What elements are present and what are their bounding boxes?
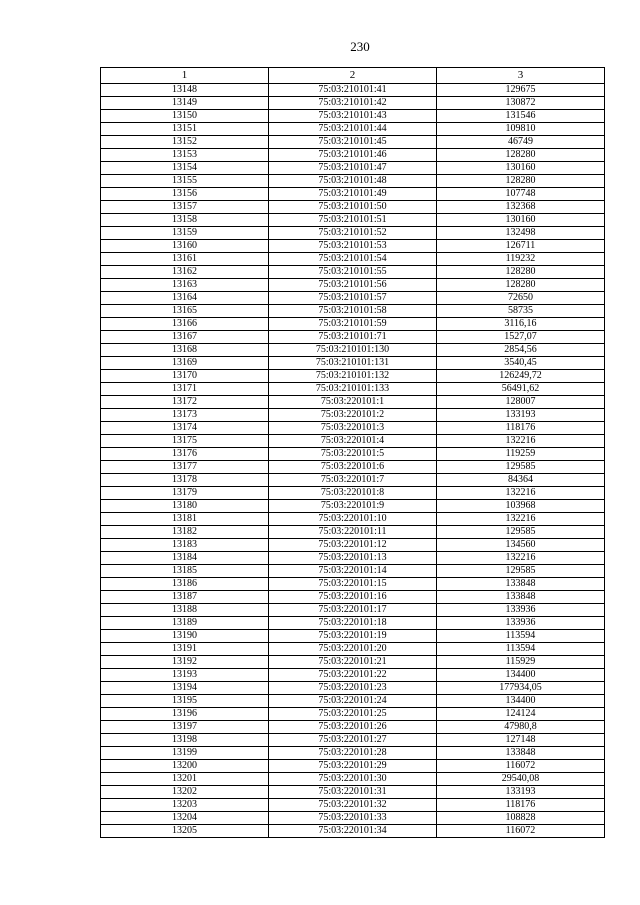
row-number-cell: 13157	[101, 201, 269, 214]
value-cell: 134400	[437, 669, 605, 682]
value-cell: 47980,8	[437, 721, 605, 734]
table-row	[101, 97, 605, 110]
cadastral-number-cell: 75:03:220101:24	[269, 695, 437, 708]
value-cell: 124124	[437, 708, 605, 721]
row-number-cell: 13163	[101, 279, 269, 292]
cadastral-number-cell: 75:03:210101:71	[269, 331, 437, 344]
value-cell: 3116,16	[437, 318, 605, 331]
table-row	[101, 617, 605, 630]
table-row	[101, 110, 605, 123]
table-row	[101, 253, 605, 266]
cadastral-number-cell: 75:03:210101:45	[269, 136, 437, 149]
row-number-cell: 13159	[101, 227, 269, 240]
row-number-cell: 13156	[101, 188, 269, 201]
cadastral-number-cell: 75:03:210101:133	[269, 383, 437, 396]
value-cell: 133848	[437, 591, 605, 604]
row-number-cell: 13169	[101, 357, 269, 370]
cadastral-number-cell: 75:03:210101:43	[269, 110, 437, 123]
table-row	[101, 721, 605, 734]
value-cell: 109810	[437, 123, 605, 136]
cadastral-number-cell: 75:03:220101:7	[269, 474, 437, 487]
value-cell: 115929	[437, 656, 605, 669]
cadastral-number-cell: 75:03:220101:33	[269, 812, 437, 825]
table-row	[101, 656, 605, 669]
row-number-cell: 13204	[101, 812, 269, 825]
table-row	[101, 227, 605, 240]
cadastral-number-cell: 75:03:220101:32	[269, 799, 437, 812]
cadastral-number-cell: 75:03:220101:17	[269, 604, 437, 617]
table-row	[101, 305, 605, 318]
table-row	[101, 682, 605, 695]
table-row	[101, 734, 605, 747]
row-number-cell: 13199	[101, 747, 269, 760]
cadastral-number-cell: 75:03:210101:50	[269, 201, 437, 214]
value-cell: 3540,45	[437, 357, 605, 370]
value-cell: 113594	[437, 630, 605, 643]
table-row	[101, 630, 605, 643]
cadastral-number-cell: 75:03:220101:5	[269, 448, 437, 461]
column-header-1: 1	[101, 68, 269, 84]
table-row	[101, 201, 605, 214]
table-row	[101, 786, 605, 799]
value-cell: 132368	[437, 201, 605, 214]
value-cell: 126711	[437, 240, 605, 253]
table-row	[101, 214, 605, 227]
table-row	[101, 773, 605, 786]
value-cell: 113594	[437, 643, 605, 656]
table-row	[101, 370, 605, 383]
value-cell: 46749	[437, 136, 605, 149]
value-cell: 72650	[437, 292, 605, 305]
row-number-cell: 13151	[101, 123, 269, 136]
row-number-cell: 13194	[101, 682, 269, 695]
value-cell: 133848	[437, 747, 605, 760]
table-row	[101, 279, 605, 292]
table-row	[101, 383, 605, 396]
cadastral-number-cell: 75:03:210101:52	[269, 227, 437, 240]
row-number-cell: 13177	[101, 461, 269, 474]
value-cell: 118176	[437, 799, 605, 812]
table-row	[101, 760, 605, 773]
cadastral-number-cell: 75:03:220101:25	[269, 708, 437, 721]
table-row	[101, 461, 605, 474]
cadastral-number-cell: 75:03:210101:49	[269, 188, 437, 201]
cadastral-number-cell: 75:03:220101:22	[269, 669, 437, 682]
cadastral-number-cell: 75:03:210101:59	[269, 318, 437, 331]
row-number-cell: 13162	[101, 266, 269, 279]
row-number-cell: 13160	[101, 240, 269, 253]
cadastral-number-cell: 75:03:210101:42	[269, 97, 437, 110]
table-row	[101, 422, 605, 435]
cadastral-number-cell: 75:03:210101:47	[269, 162, 437, 175]
cadastral-number-cell: 75:03:220101:18	[269, 617, 437, 630]
table-row	[101, 292, 605, 305]
table-row	[101, 396, 605, 409]
cadastral-number-cell: 75:03:220101:29	[269, 760, 437, 773]
table-row	[101, 123, 605, 136]
cadastral-number-cell: 75:03:220101:4	[269, 435, 437, 448]
value-cell: 134400	[437, 695, 605, 708]
value-cell: 129585	[437, 565, 605, 578]
row-number-cell: 13183	[101, 539, 269, 552]
row-number-cell: 13201	[101, 773, 269, 786]
row-number-cell: 13150	[101, 110, 269, 123]
value-cell: 116072	[437, 760, 605, 773]
value-cell: 84364	[437, 474, 605, 487]
row-number-cell: 13185	[101, 565, 269, 578]
row-number-cell: 13153	[101, 149, 269, 162]
row-number-cell: 13179	[101, 487, 269, 500]
value-cell: 118176	[437, 422, 605, 435]
cadastral-number-cell: 75:03:210101:130	[269, 344, 437, 357]
value-cell: 58735	[437, 305, 605, 318]
table-row	[101, 591, 605, 604]
cadastral-number-cell: 75:03:210101:58	[269, 305, 437, 318]
value-cell: 1527,07	[437, 331, 605, 344]
value-cell: 128007	[437, 396, 605, 409]
cadastral-number-cell: 75:03:220101:8	[269, 487, 437, 500]
value-cell: 133848	[437, 578, 605, 591]
value-cell: 133936	[437, 617, 605, 630]
value-cell: 133193	[437, 786, 605, 799]
value-cell: 134560	[437, 539, 605, 552]
row-number-cell: 13180	[101, 500, 269, 513]
row-number-cell: 13195	[101, 695, 269, 708]
cadastral-number-cell: 75:03:220101:2	[269, 409, 437, 422]
cadastral-number-cell: 75:03:220101:20	[269, 643, 437, 656]
table-row	[101, 669, 605, 682]
row-number-cell: 13203	[101, 799, 269, 812]
row-number-cell: 13191	[101, 643, 269, 656]
table-row	[101, 747, 605, 760]
table-row	[101, 825, 605, 838]
table-row	[101, 578, 605, 591]
table-row	[101, 240, 605, 253]
table-row	[101, 266, 605, 279]
cadastral-number-cell: 75:03:210101:44	[269, 123, 437, 136]
value-cell: 116072	[437, 825, 605, 838]
table-row	[101, 331, 605, 344]
table-row	[101, 162, 605, 175]
cadastral-number-cell: 75:03:220101:27	[269, 734, 437, 747]
row-number-cell: 13170	[101, 370, 269, 383]
cadastral-number-cell: 75:03:220101:16	[269, 591, 437, 604]
cadastral-number-cell: 75:03:220101:1	[269, 396, 437, 409]
table-row	[101, 565, 605, 578]
cadastral-number-cell: 75:03:220101:11	[269, 526, 437, 539]
cadastral-number-cell: 75:03:220101:3	[269, 422, 437, 435]
table-row	[101, 435, 605, 448]
value-cell: 129675	[437, 84, 605, 97]
row-number-cell: 13188	[101, 604, 269, 617]
table-row	[101, 149, 605, 162]
table-row	[101, 448, 605, 461]
table-row	[101, 188, 605, 201]
cadastral-number-cell: 75:03:220101:34	[269, 825, 437, 838]
table-row	[101, 643, 605, 656]
row-number-cell: 13190	[101, 630, 269, 643]
cadastral-number-cell: 75:03:210101:41	[269, 84, 437, 97]
row-number-cell: 13196	[101, 708, 269, 721]
value-cell: 132216	[437, 435, 605, 448]
row-number-cell: 13158	[101, 214, 269, 227]
table-row	[101, 513, 605, 526]
value-cell: 128280	[437, 266, 605, 279]
cadastral-number-cell: 75:03:220101:14	[269, 565, 437, 578]
value-cell: 2854,56	[437, 344, 605, 357]
column-header-2: 2	[269, 68, 437, 84]
row-number-cell: 13186	[101, 578, 269, 591]
row-number-cell: 13176	[101, 448, 269, 461]
value-cell: 128280	[437, 175, 605, 188]
table-row	[101, 344, 605, 357]
table-row	[101, 799, 605, 812]
value-cell: 127148	[437, 734, 605, 747]
value-cell: 128280	[437, 149, 605, 162]
table-row	[101, 526, 605, 539]
cadastral-number-cell: 75:03:210101:53	[269, 240, 437, 253]
cadastral-number-cell: 75:03:210101:132	[269, 370, 437, 383]
row-number-cell: 13164	[101, 292, 269, 305]
row-number-cell: 13148	[101, 84, 269, 97]
value-cell: 131546	[437, 110, 605, 123]
value-cell: 107748	[437, 188, 605, 201]
table-row	[101, 84, 605, 97]
cadastral-number-cell: 75:03:220101:31	[269, 786, 437, 799]
value-cell: 132498	[437, 227, 605, 240]
table-row	[101, 539, 605, 552]
row-number-cell: 13184	[101, 552, 269, 565]
row-number-cell: 13178	[101, 474, 269, 487]
cadastral-number-cell: 75:03:210101:51	[269, 214, 437, 227]
row-number-cell: 13205	[101, 825, 269, 838]
value-cell: 129585	[437, 526, 605, 539]
cadastral-number-cell: 75:03:220101:10	[269, 513, 437, 526]
row-number-cell: 13166	[101, 318, 269, 331]
row-number-cell: 13187	[101, 591, 269, 604]
row-number-cell: 13168	[101, 344, 269, 357]
row-number-cell: 13181	[101, 513, 269, 526]
value-cell: 132216	[437, 487, 605, 500]
cadastral-number-cell: 75:03:210101:48	[269, 175, 437, 188]
cadastral-number-cell: 75:03:220101:12	[269, 539, 437, 552]
value-cell: 133193	[437, 409, 605, 422]
data-table	[100, 67, 605, 838]
row-number-cell: 13172	[101, 396, 269, 409]
row-number-cell: 13173	[101, 409, 269, 422]
page-number: 230	[350, 39, 370, 54]
cadastral-number-cell: 75:03:220101:30	[269, 773, 437, 786]
row-number-cell: 13174	[101, 422, 269, 435]
cadastral-number-cell: 75:03:220101:15	[269, 578, 437, 591]
value-cell: 130160	[437, 162, 605, 175]
cadastral-number-cell: 75:03:220101:26	[269, 721, 437, 734]
row-number-cell: 13167	[101, 331, 269, 344]
row-number-cell: 13200	[101, 760, 269, 773]
table-row	[101, 409, 605, 422]
value-cell: 132216	[437, 513, 605, 526]
row-number-cell: 13175	[101, 435, 269, 448]
row-number-cell: 13198	[101, 734, 269, 747]
value-cell: 29540,08	[437, 773, 605, 786]
table-row	[101, 500, 605, 513]
cadastral-number-cell: 75:03:210101:54	[269, 253, 437, 266]
table-row	[101, 812, 605, 825]
row-number-cell: 13193	[101, 669, 269, 682]
table-row	[101, 708, 605, 721]
table-row	[101, 474, 605, 487]
row-number-cell: 13155	[101, 175, 269, 188]
cadastral-number-cell: 75:03:210101:46	[269, 149, 437, 162]
value-cell: 103968	[437, 500, 605, 513]
cadastral-number-cell: 75:03:220101:28	[269, 747, 437, 760]
table-row	[101, 136, 605, 149]
table-header-row	[101, 68, 605, 84]
cadastral-number-cell: 75:03:210101:131	[269, 357, 437, 370]
value-cell: 133936	[437, 604, 605, 617]
row-number-cell: 13202	[101, 786, 269, 799]
table-row	[101, 175, 605, 188]
row-number-cell: 13161	[101, 253, 269, 266]
value-cell: 177934,05	[437, 682, 605, 695]
cadastral-number-cell: 75:03:220101:19	[269, 630, 437, 643]
value-cell: 132216	[437, 552, 605, 565]
row-number-cell: 13149	[101, 97, 269, 110]
column-header-3: 3	[437, 68, 605, 84]
cadastral-number-cell: 75:03:210101:56	[269, 279, 437, 292]
row-number-cell: 13152	[101, 136, 269, 149]
cadastral-number-cell: 75:03:220101:9	[269, 500, 437, 513]
value-cell: 129585	[437, 461, 605, 474]
table-row	[101, 695, 605, 708]
table-row	[101, 318, 605, 331]
row-number-cell: 13197	[101, 721, 269, 734]
value-cell: 130160	[437, 214, 605, 227]
row-number-cell: 13165	[101, 305, 269, 318]
row-number-cell: 13154	[101, 162, 269, 175]
table-row	[101, 357, 605, 370]
value-cell: 56491,62	[437, 383, 605, 396]
cadastral-number-cell: 75:03:220101:6	[269, 461, 437, 474]
table-body	[101, 84, 605, 838]
row-number-cell: 13189	[101, 617, 269, 630]
value-cell: 119232	[437, 253, 605, 266]
table-row	[101, 552, 605, 565]
row-number-cell: 13192	[101, 656, 269, 669]
value-cell: 128280	[437, 279, 605, 292]
row-number-cell: 13171	[101, 383, 269, 396]
value-cell: 108828	[437, 812, 605, 825]
cadastral-number-cell: 75:03:210101:55	[269, 266, 437, 279]
table-row	[101, 604, 605, 617]
value-cell: 126249,72	[437, 370, 605, 383]
cadastral-number-cell: 75:03:210101:57	[269, 292, 437, 305]
row-number-cell: 13182	[101, 526, 269, 539]
table-row	[101, 487, 605, 500]
cadastral-number-cell: 75:03:220101:13	[269, 552, 437, 565]
value-cell: 130872	[437, 97, 605, 110]
cadastral-number-cell: 75:03:220101:21	[269, 656, 437, 669]
value-cell: 119259	[437, 448, 605, 461]
cadastral-number-cell: 75:03:220101:23	[269, 682, 437, 695]
